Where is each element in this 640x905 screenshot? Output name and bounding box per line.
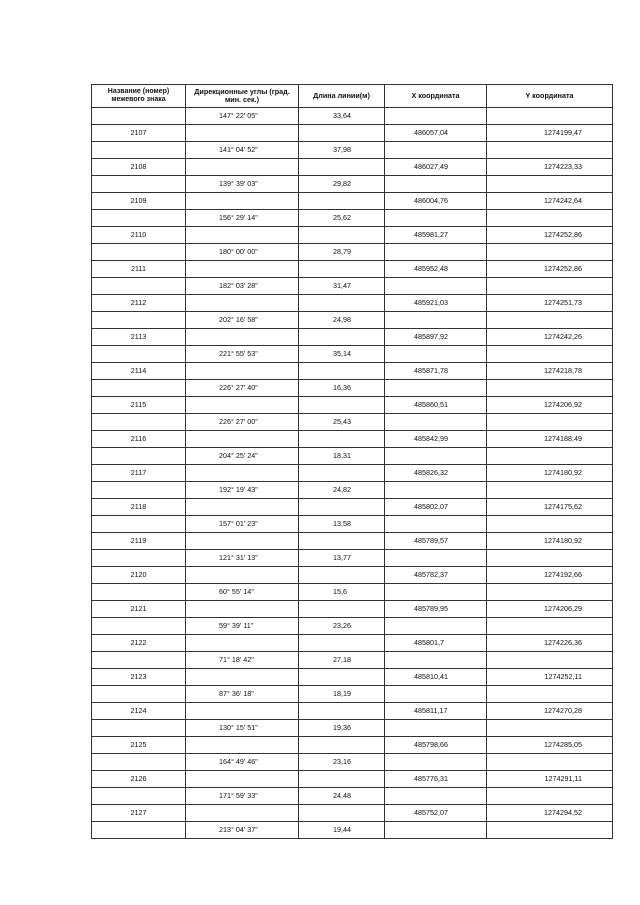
cell-direction-angle [186, 499, 299, 516]
table-row [92, 482, 613, 499]
cell-x-coordinate: 485811,17 [385, 703, 487, 720]
cell-y-coordinate: 1274180,92 [487, 533, 613, 550]
cell-point-name [92, 142, 186, 159]
cell-line-length: 35,14 [299, 346, 385, 363]
cell-point-name [92, 346, 186, 363]
table-row [92, 686, 613, 703]
cell-y-coordinate: 1274251,73 [487, 295, 613, 312]
cell-line-length: 19,36 [299, 720, 385, 737]
cell-line-length [299, 737, 385, 754]
table-row [92, 652, 613, 669]
cell-y-coordinate: 1274226,36 [487, 635, 613, 652]
table-row [92, 278, 613, 295]
cell-direction-angle [186, 703, 299, 720]
cell-x-coordinate [385, 380, 487, 397]
cell-y-coordinate: 1274294,52 [487, 805, 613, 822]
cell-line-length [299, 805, 385, 822]
cell-direction-angle: 157° 01' 23" [186, 516, 299, 533]
cell-y-coordinate: 1274242,64 [487, 193, 613, 210]
cell-x-coordinate [385, 788, 487, 805]
cell-x-coordinate: 486057,04 [385, 125, 487, 142]
cell-direction-angle: 180° 00' 00" [186, 244, 299, 261]
cell-point-name: 2114 [92, 363, 186, 380]
cell-x-coordinate: 485802,07 [385, 499, 487, 516]
header-y-coordinate: Y координата [487, 85, 613, 108]
header-line-length: Длина линии(м) [299, 85, 385, 108]
cell-point-name [92, 312, 186, 329]
cell-direction-angle [186, 397, 299, 414]
table-row [92, 329, 613, 346]
cell-direction-angle [186, 737, 299, 754]
cell-direction-angle: 156° 29' 14" [186, 210, 299, 227]
cell-direction-angle [186, 465, 299, 482]
cell-line-length [299, 499, 385, 516]
cell-direction-angle [186, 669, 299, 686]
cell-x-coordinate: 485842,99 [385, 431, 487, 448]
cell-y-coordinate: 1274188,49 [487, 431, 613, 448]
cell-x-coordinate [385, 822, 487, 839]
table-row [92, 788, 613, 805]
cell-y-coordinate [487, 210, 613, 227]
cell-x-coordinate [385, 210, 487, 227]
cell-line-length: 24,82 [299, 482, 385, 499]
table-row [92, 635, 613, 652]
cell-y-coordinate: 1274252,86 [487, 261, 613, 278]
cell-direction-angle [186, 227, 299, 244]
cell-direction-angle: 147° 22' 05" [186, 108, 299, 125]
cell-direction-angle: 60° 55' 14" [186, 584, 299, 601]
cell-direction-angle: 139° 39' 03" [186, 176, 299, 193]
cell-y-coordinate [487, 788, 613, 805]
cell-point-name [92, 584, 186, 601]
table-header [92, 85, 613, 108]
table-row [92, 312, 613, 329]
cell-point-name: 2109 [92, 193, 186, 210]
cell-direction-angle [186, 805, 299, 822]
table-row [92, 176, 613, 193]
table-row [92, 397, 613, 414]
cell-y-coordinate [487, 754, 613, 771]
cell-y-coordinate: 1274192,66 [487, 567, 613, 584]
cell-point-name [92, 822, 186, 839]
cell-line-length [299, 465, 385, 482]
cell-y-coordinate [487, 550, 613, 567]
cell-line-length: 24,98 [299, 312, 385, 329]
cell-point-name: 2110 [92, 227, 186, 244]
cell-line-length [299, 397, 385, 414]
cell-x-coordinate: 485897,92 [385, 329, 487, 346]
cell-point-name: 2111 [92, 261, 186, 278]
cell-y-coordinate [487, 482, 613, 499]
table-row [92, 516, 613, 533]
cell-y-coordinate: 1274252,11 [487, 669, 613, 686]
table-row [92, 414, 613, 431]
header-direction-angle: Дирекционные углы (град. мин. сек.) [186, 85, 299, 108]
cell-point-name: 2119 [92, 533, 186, 550]
cell-line-length: 25,62 [299, 210, 385, 227]
cell-x-coordinate: 485782,37 [385, 567, 487, 584]
table-row [92, 193, 613, 210]
cell-direction-angle [186, 533, 299, 550]
cell-line-length [299, 669, 385, 686]
cell-x-coordinate [385, 346, 487, 363]
cell-point-name: 2115 [92, 397, 186, 414]
table-row [92, 261, 613, 278]
cell-y-coordinate: 1274175,62 [487, 499, 613, 516]
cell-y-coordinate: 1274180,92 [487, 465, 613, 482]
cell-point-name [92, 618, 186, 635]
cell-point-name: 2127 [92, 805, 186, 822]
cell-direction-angle [186, 295, 299, 312]
cell-point-name: 2122 [92, 635, 186, 652]
cell-y-coordinate [487, 414, 613, 431]
cell-line-length: 31,47 [299, 278, 385, 295]
cell-point-name: 2112 [92, 295, 186, 312]
table-row [92, 210, 613, 227]
cell-x-coordinate [385, 754, 487, 771]
table-row [92, 465, 613, 482]
cell-y-coordinate [487, 142, 613, 159]
table-row [92, 125, 613, 142]
cell-point-name [92, 176, 186, 193]
cell-point-name: 2123 [92, 669, 186, 686]
cell-direction-angle [186, 771, 299, 788]
cell-direction-angle [186, 125, 299, 142]
cell-y-coordinate [487, 822, 613, 839]
cell-point-name: 2116 [92, 431, 186, 448]
table-row [92, 108, 613, 125]
cell-y-coordinate: 1274223,33 [487, 159, 613, 176]
cell-x-coordinate [385, 482, 487, 499]
cell-point-name [92, 720, 186, 737]
cell-x-coordinate: 485952,48 [385, 261, 487, 278]
cell-direction-angle [186, 193, 299, 210]
cell-y-coordinate: 1274242,26 [487, 329, 613, 346]
cell-direction-angle: 192° 19' 43" [186, 482, 299, 499]
cell-point-name [92, 448, 186, 465]
table-row [92, 448, 613, 465]
table-row [92, 805, 613, 822]
boundary-coordinates-table [91, 84, 613, 839]
table-row [92, 584, 613, 601]
cell-line-length: 27,18 [299, 652, 385, 669]
cell-line-length [299, 261, 385, 278]
cell-direction-angle [186, 363, 299, 380]
cell-line-length [299, 533, 385, 550]
cell-x-coordinate: 485798,66 [385, 737, 487, 754]
cell-point-name: 2125 [92, 737, 186, 754]
cell-y-coordinate: 1274218,78 [487, 363, 613, 380]
cell-direction-angle: 202° 16' 58" [186, 312, 299, 329]
cell-direction-angle: 164° 49' 46" [186, 754, 299, 771]
cell-line-length: 25,43 [299, 414, 385, 431]
table-row [92, 380, 613, 397]
cell-direction-angle: 121° 31' 13" [186, 550, 299, 567]
cell-direction-angle: 141° 04' 52" [186, 142, 299, 159]
cell-y-coordinate [487, 278, 613, 295]
cell-y-coordinate: 1274291,11 [487, 771, 613, 788]
cell-direction-angle: 87° 36' 18" [186, 686, 299, 703]
cell-line-length [299, 295, 385, 312]
cell-line-length: 16,36 [299, 380, 385, 397]
cell-line-length: 15,6 [299, 584, 385, 601]
cell-line-length [299, 363, 385, 380]
cell-x-coordinate: 486004,76 [385, 193, 487, 210]
cell-x-coordinate [385, 618, 487, 635]
cell-point-name [92, 788, 186, 805]
table-row [92, 669, 613, 686]
header-x-coordinate: X координата [385, 85, 487, 108]
cell-x-coordinate: 485801,7 [385, 635, 487, 652]
cell-y-coordinate [487, 720, 613, 737]
cell-y-coordinate [487, 244, 613, 261]
cell-y-coordinate [487, 380, 613, 397]
cell-x-coordinate: 485826,32 [385, 465, 487, 482]
cell-line-length [299, 159, 385, 176]
cell-x-coordinate [385, 312, 487, 329]
cell-direction-angle: 226° 27' 40" [186, 380, 299, 397]
cell-line-length: 13,58 [299, 516, 385, 533]
cell-y-coordinate [487, 108, 613, 125]
cell-point-name [92, 550, 186, 567]
cell-x-coordinate [385, 720, 487, 737]
cell-line-length [299, 771, 385, 788]
cell-direction-angle: 182° 03' 28" [186, 278, 299, 295]
table-row [92, 550, 613, 567]
header-point-name: Название (номер) межевого знака [92, 85, 186, 108]
cell-y-coordinate [487, 618, 613, 635]
cell-x-coordinate: 485860,51 [385, 397, 487, 414]
cell-line-length: 29,82 [299, 176, 385, 193]
cell-direction-angle [186, 329, 299, 346]
cell-point-name: 2118 [92, 499, 186, 516]
cell-x-coordinate: 485981,27 [385, 227, 487, 244]
table-row [92, 431, 613, 448]
cell-x-coordinate: 486027,49 [385, 159, 487, 176]
cell-y-coordinate [487, 346, 613, 363]
cell-x-coordinate: 485789,95 [385, 601, 487, 618]
cell-y-coordinate [487, 584, 613, 601]
cell-direction-angle [186, 601, 299, 618]
cell-y-coordinate: 1274270,28 [487, 703, 613, 720]
table-row [92, 295, 613, 312]
cell-x-coordinate: 485752,07 [385, 805, 487, 822]
cell-direction-angle [186, 431, 299, 448]
cell-direction-angle [186, 261, 299, 278]
cell-x-coordinate [385, 516, 487, 533]
cell-line-length: 24,48 [299, 788, 385, 805]
cell-x-coordinate: 485921,03 [385, 295, 487, 312]
cell-direction-angle: 59° 39' 11" [186, 618, 299, 635]
cell-line-length: 33,64 [299, 108, 385, 125]
cell-y-coordinate: 1274199,47 [487, 125, 613, 142]
cell-point-name [92, 482, 186, 499]
cell-direction-angle: 221° 55' 53" [186, 346, 299, 363]
cell-y-coordinate: 1274206,29 [487, 601, 613, 618]
table-row [92, 244, 613, 261]
cell-line-length: 13,77 [299, 550, 385, 567]
cell-line-length [299, 431, 385, 448]
table-row [92, 703, 613, 720]
cell-direction-angle [186, 635, 299, 652]
table-row [92, 771, 613, 788]
cell-point-name [92, 754, 186, 771]
cell-line-length [299, 601, 385, 618]
table-row [92, 142, 613, 159]
cell-y-coordinate: 1274285,05 [487, 737, 613, 754]
cell-direction-angle: 71° 18' 42" [186, 652, 299, 669]
cell-x-coordinate [385, 448, 487, 465]
cell-point-name: 2117 [92, 465, 186, 482]
cell-line-length: 19,44 [299, 822, 385, 839]
cell-y-coordinate [487, 176, 613, 193]
cell-point-name [92, 380, 186, 397]
cell-line-length [299, 329, 385, 346]
cell-line-length [299, 193, 385, 210]
cell-x-coordinate [385, 550, 487, 567]
cell-x-coordinate [385, 686, 487, 703]
cell-point-name [92, 278, 186, 295]
cell-x-coordinate: 485810,41 [385, 669, 487, 686]
cell-x-coordinate [385, 652, 487, 669]
table-row [92, 533, 613, 550]
cell-x-coordinate: 485789,57 [385, 533, 487, 550]
cell-point-name [92, 414, 186, 431]
cell-line-length: 18,19 [299, 686, 385, 703]
header-row [92, 85, 613, 108]
cell-x-coordinate [385, 244, 487, 261]
cell-line-length: 23,26 [299, 618, 385, 635]
cell-point-name [92, 686, 186, 703]
table-row [92, 822, 613, 839]
cell-x-coordinate: 485776,31 [385, 771, 487, 788]
cell-direction-angle: 171° 59' 33" [186, 788, 299, 805]
cell-direction-angle [186, 567, 299, 584]
cell-point-name: 2120 [92, 567, 186, 584]
table-row [92, 601, 613, 618]
cell-line-length: 18,31 [299, 448, 385, 465]
cell-line-length: 28,79 [299, 244, 385, 261]
table-row [92, 363, 613, 380]
cell-x-coordinate [385, 278, 487, 295]
cell-line-length [299, 635, 385, 652]
cell-direction-angle: 226° 27' 00" [186, 414, 299, 431]
cell-y-coordinate: 1274252,86 [487, 227, 613, 244]
cell-direction-angle: 130° 15' 51" [186, 720, 299, 737]
cell-point-name [92, 244, 186, 261]
cell-point-name: 2126 [92, 771, 186, 788]
table-body [92, 108, 613, 839]
cell-direction-angle [186, 159, 299, 176]
table-row [92, 227, 613, 244]
cell-y-coordinate [487, 516, 613, 533]
cell-point-name: 2107 [92, 125, 186, 142]
cell-x-coordinate [385, 584, 487, 601]
cell-x-coordinate [385, 176, 487, 193]
cell-line-length [299, 125, 385, 142]
cell-direction-angle: 204° 25' 24" [186, 448, 299, 465]
cell-y-coordinate [487, 312, 613, 329]
cell-line-length: 37,98 [299, 142, 385, 159]
cell-point-name: 2108 [92, 159, 186, 176]
table-row [92, 720, 613, 737]
cell-point-name: 2121 [92, 601, 186, 618]
cell-y-coordinate [487, 448, 613, 465]
cell-line-length [299, 703, 385, 720]
cell-point-name: 2113 [92, 329, 186, 346]
table-row [92, 618, 613, 635]
cell-x-coordinate [385, 108, 487, 125]
cell-point-name [92, 652, 186, 669]
cell-line-length [299, 567, 385, 584]
cell-y-coordinate: 1274206,92 [487, 397, 613, 414]
cell-line-length: 23,16 [299, 754, 385, 771]
cell-y-coordinate [487, 686, 613, 703]
cell-line-length [299, 227, 385, 244]
cell-point-name [92, 516, 186, 533]
cell-x-coordinate [385, 414, 487, 431]
table-row [92, 499, 613, 516]
cell-y-coordinate [487, 652, 613, 669]
table-row [92, 346, 613, 363]
cell-point-name [92, 108, 186, 125]
table-row [92, 567, 613, 584]
table-row [92, 159, 613, 176]
table-row [92, 737, 613, 754]
table-row [92, 754, 613, 771]
cell-point-name: 2124 [92, 703, 186, 720]
cell-x-coordinate [385, 142, 487, 159]
cell-point-name [92, 210, 186, 227]
cell-x-coordinate: 485871,78 [385, 363, 487, 380]
cell-direction-angle: 213° 04' 37" [186, 822, 299, 839]
